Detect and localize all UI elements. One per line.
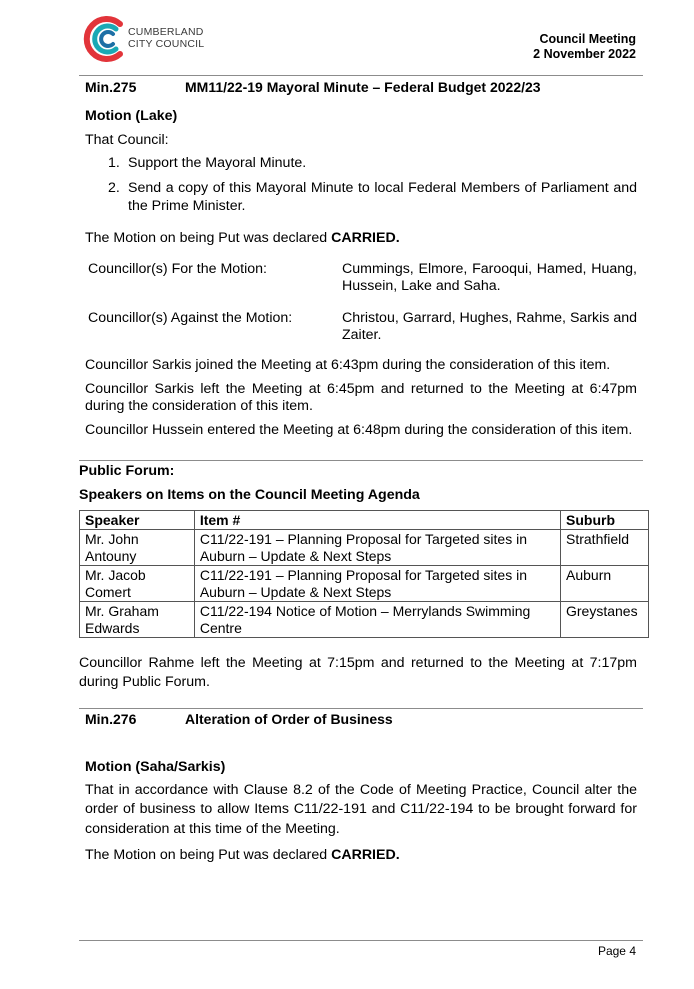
against-label: Councillor(s) Against the Motion: [88, 310, 293, 326]
min275-result: The Motion on being Put was declared CARRIED. [85, 230, 400, 246]
note-line: during the consideration of this item. [85, 398, 313, 414]
section-rule [79, 708, 643, 709]
item-cell: C11/22-194 Notice of Motion – Merrylands Swimming Centre [194, 602, 560, 638]
council-logo [80, 14, 230, 66]
column-header: Item # [194, 511, 560, 530]
speakers-table [79, 510, 649, 638]
column-header: Speaker [80, 511, 195, 530]
min275-title: MM11/22-19 Mayoral Minute – Federal Budget 2022/23 [185, 79, 541, 95]
suburb-cell: Auburn [561, 566, 649, 602]
min276-result: The Motion on being Put was declared CARRIED. [85, 847, 400, 863]
header-rule [79, 75, 643, 76]
public-forum-note: Councillor Rahme left the Meeting at 7:15pm and returned to the Meeting at 7:17pm [79, 655, 637, 671]
table-row [80, 530, 649, 566]
logo-wordmark: CUMBERLAND CITY COUNCIL [128, 26, 205, 50]
note-line: Councillor Sarkis joined the Meeting at 6:43pm during the consideration of this item. [85, 357, 611, 373]
min275-number: Min.275 [85, 79, 137, 95]
meeting-header [533, 32, 636, 62]
list-item-text: Support the Mayoral Minute. [128, 155, 307, 171]
min276-motion-heading: Motion (Saha/Sarkis) [85, 759, 226, 775]
speaker-cell: Mr. Jacob Comert [80, 566, 195, 602]
for-names: Hussein, Lake and Saha. [342, 278, 501, 294]
column-header: Suburb [561, 511, 649, 530]
meeting-date: 2 November 2022 [533, 47, 636, 61]
list-item-text: Send a copy of this Mayoral Minute to local Federal Members of Parliament and [128, 180, 637, 196]
speaker-cell: Mr. Graham Edwards [80, 602, 195, 638]
min276-title: Alteration of Order of Business [185, 711, 393, 727]
against-names: Zaiter. [342, 327, 382, 343]
public-forum-heading: Public Forum: [79, 463, 175, 479]
suburb-cell: Strathfield [561, 530, 649, 566]
meeting-title: Council Meeting [539, 32, 636, 46]
footer-rule [79, 940, 643, 941]
min276-body-line: That in accordance with Clause 8.2 of the Code of Meeting Practice, Council alter the [85, 782, 637, 798]
speaker-cell: Mr. John Antouny [80, 530, 195, 566]
public-forum-note: during Public Forum. [79, 674, 210, 690]
min275-intro: That Council: [85, 132, 169, 148]
min276-body-line: consideration at this time of the Meeting. [85, 821, 340, 837]
page-number: Page 4 [597, 944, 636, 958]
section-rule [79, 460, 643, 461]
against-names: Christou, Garrard, Hughes, Rahme, Sarkis and [342, 310, 637, 326]
table-row [80, 566, 649, 602]
public-forum-subheading: Speakers on Items on the Council Meeting Agenda [79, 487, 420, 503]
note-line: Councillor Hussein entered the Meeting at 6:48pm during the consideration of this item. [85, 422, 633, 438]
suburb-cell: Greystanes [561, 602, 649, 638]
for-label: Councillor(s) For the Motion: [88, 261, 267, 277]
item-cell: C11/22-191 – Planning Proposal for Targeted sites in Auburn – Update & Next Steps [194, 566, 560, 602]
list-item-number: 1. [108, 155, 120, 171]
min276-body-line: order of business to allow Items C11/22-191 and C11/22-194 to be brought forward for [85, 801, 637, 817]
table-row [80, 602, 649, 638]
item-cell: C11/22-191 – Planning Proposal for Targeted sites in Auburn – Update & Next Steps [194, 530, 560, 566]
note-line: Councillor Sarkis left the Meeting at 6:45pm and returned to the Meeting at 6:47pm [85, 381, 637, 397]
min276-number: Min.276 [85, 711, 137, 727]
table-header-row [80, 511, 649, 530]
for-names: Cummings, Elmore, Farooqui, Hamed, Huang, [342, 261, 637, 277]
cumberland-logo-icon [80, 14, 126, 64]
list-item-text: the Prime Minister. [128, 198, 246, 214]
min275-motion-heading: Motion (Lake) [85, 108, 178, 124]
list-item-number: 2. [108, 180, 120, 196]
